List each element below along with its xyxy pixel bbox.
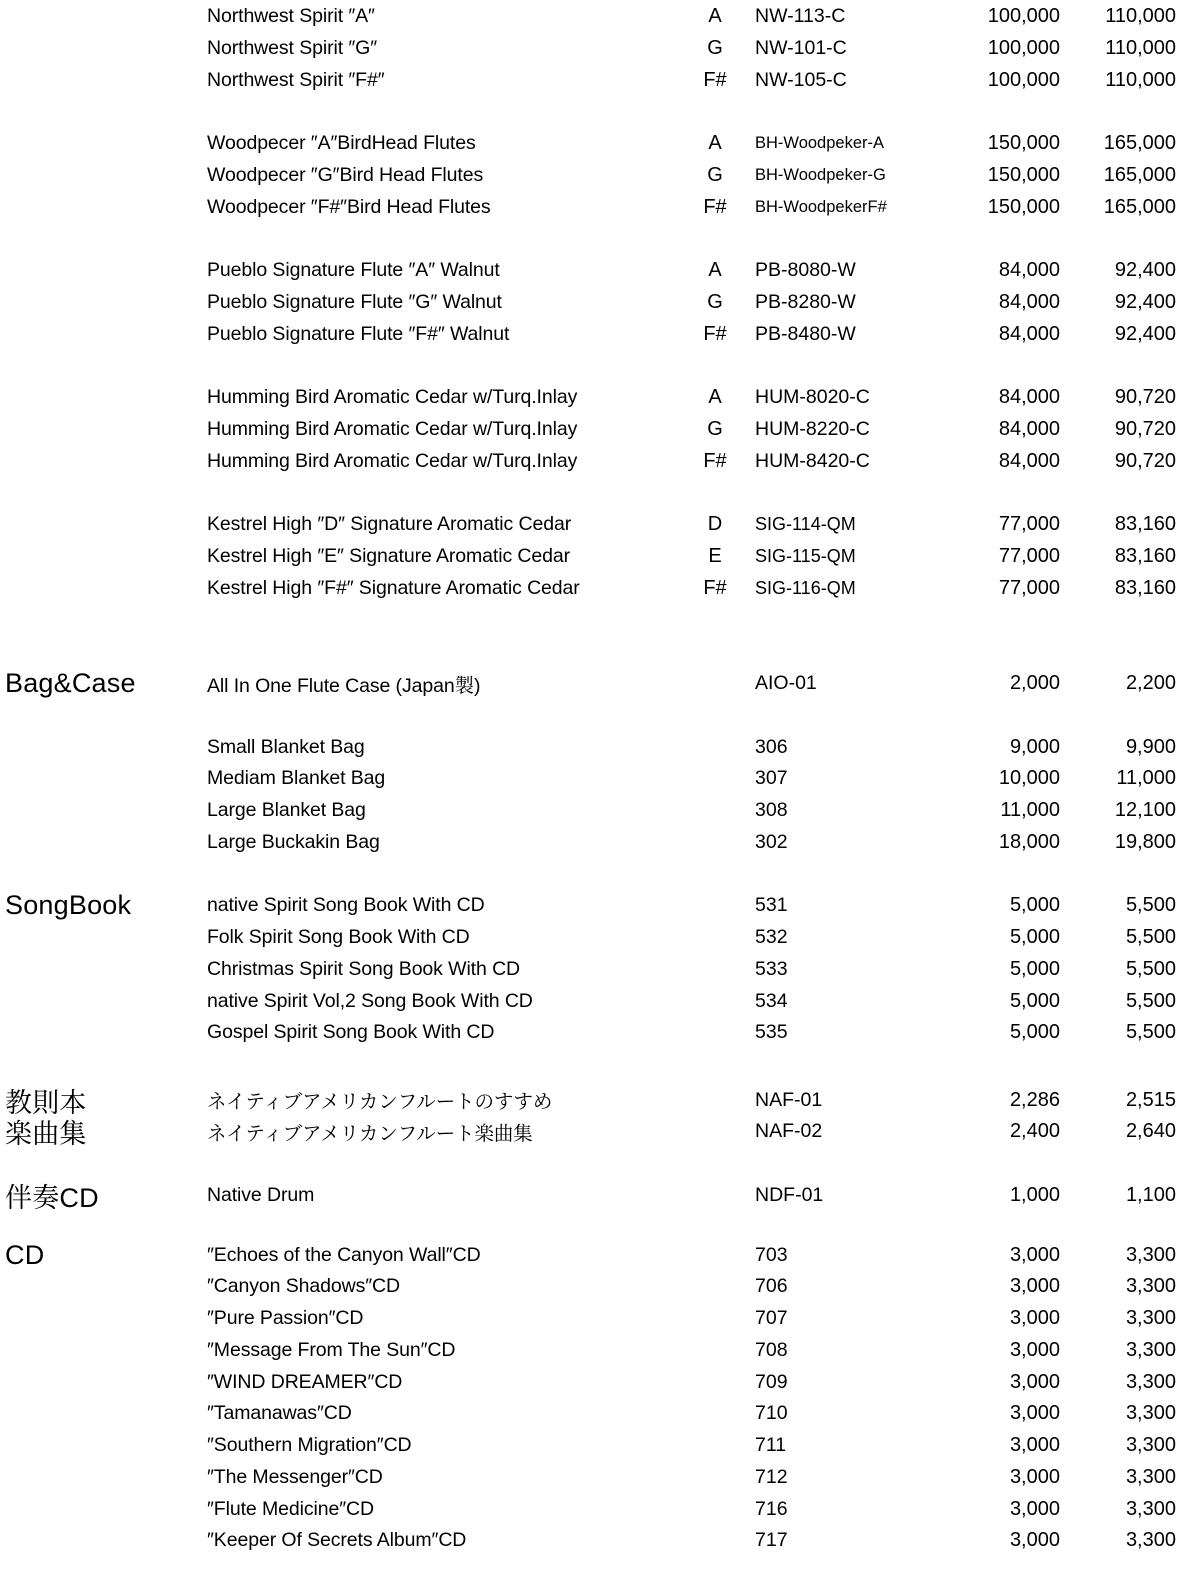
table-row (0, 509, 1200, 541)
price-inc-tax-cell: 19,800 (1114, 830, 1176, 853)
price-inc-tax-cell: 165,000 (1103, 132, 1176, 155)
price-inc-tax-cell: 165,000 (1103, 195, 1176, 218)
key-cell (690, 890, 740, 922)
price-inc-tax-cell: 83,160 (1114, 576, 1176, 599)
product-name: Northwest Spirit ″A″ (207, 5, 375, 28)
price-ex-tax-cell: 84,000 (998, 418, 1060, 441)
price-inc-tax-cell: 5,500 (1125, 1021, 1176, 1044)
key-cell: A (708, 259, 722, 282)
table-row (0, 1081, 1200, 1118)
table-row (0, 255, 1200, 287)
price-inc-tax-cell: 11,000 (1116, 767, 1176, 790)
table-row (0, 287, 1200, 319)
price-inc-tax-cell: 3,300 (1125, 1434, 1176, 1457)
price-inc-tax-cell: 3,300 (1125, 1465, 1176, 1488)
price-inc-tax-cell: 110,000 (1105, 68, 1176, 91)
model-cell: BH-WoodpekerF# (755, 197, 887, 216)
key-cell: D (707, 513, 723, 536)
model-cell: 306 (755, 735, 788, 758)
product-name: ″Keeper Of Secrets Album″CD (207, 1529, 467, 1552)
category-label (0, 985, 207, 1017)
product-name: Northwest Spirit ″F#″ (207, 68, 385, 91)
table-row (0, 1239, 1200, 1271)
category-label (0, 763, 207, 795)
key-cell (690, 1303, 740, 1335)
category-label (0, 954, 207, 986)
model-cell: BH-Woodpeker-G (755, 166, 886, 185)
price-inc-tax-cell: 90,720 (1114, 449, 1176, 472)
price-ex-tax-cell: 77,000 (998, 513, 1060, 536)
key-cell: F# (703, 322, 727, 345)
price-inc-tax-cell: 3,300 (1125, 1402, 1176, 1425)
category-label (0, 382, 207, 414)
table-row (0, 382, 1200, 414)
table-row (0, 668, 1200, 700)
key-cell (690, 731, 740, 763)
price-ex-tax-cell: 84,000 (998, 386, 1060, 409)
product-name: Kestrel High ″F#″ Signature Aromatic Cedar (207, 576, 580, 599)
key-cell: G (707, 418, 723, 441)
model-cell: SIG-116-QM (755, 577, 856, 598)
key-cell (690, 954, 740, 986)
product-name: Humming Bird Aromatic Cedar w/Turq.Inlay (207, 449, 578, 472)
category-label (0, 1462, 207, 1494)
price-ex-tax-cell: 2,000 (1009, 672, 1060, 695)
table-row (0, 573, 1200, 605)
category-label (0, 287, 207, 319)
product-name: ネイティブアメリカンフルートのすすめ (207, 1091, 553, 1113)
category-label (0, 65, 207, 97)
price-inc-tax-cell: 2,515 (1125, 1088, 1176, 1111)
price-ex-tax-cell: 77,000 (998, 576, 1060, 599)
model-cell: HUM-8420-C (755, 449, 870, 472)
key-cell (690, 922, 740, 954)
category-label: 楽曲集 (5, 1119, 87, 1150)
price-ex-tax-cell: 11,000 (1000, 799, 1060, 822)
price-inc-tax-cell: 92,400 (1114, 259, 1176, 282)
table-row (0, 414, 1200, 446)
category-label (0, 1430, 207, 1462)
product-name: native Spirit Vol,2 Song Book With CD (207, 989, 533, 1012)
product-name: ″Echoes of the Canyon Wall″CD (207, 1243, 481, 1266)
key-cell: F# (703, 576, 727, 599)
product-name: Woodpecer ″A″BirdHead Flutes (207, 132, 476, 155)
product-name: Large Blanket Bag (207, 799, 366, 822)
spacer-row (0, 1049, 1200, 1081)
key-cell (690, 1335, 740, 1367)
model-cell: 532 (755, 926, 788, 949)
model-cell: NW-101-C (755, 37, 847, 60)
category-label (0, 255, 207, 287)
category-label: Bag&Case (5, 668, 136, 699)
category-label (0, 1398, 207, 1430)
table-row (0, 319, 1200, 351)
product-name: ″Flute Medicine″CD (207, 1497, 374, 1520)
model-cell: 533 (755, 957, 788, 980)
category-label (0, 1366, 207, 1398)
model-cell: 717 (755, 1529, 788, 1552)
category-label (0, 128, 207, 160)
price-ex-tax-cell: 150,000 (987, 132, 1060, 155)
price-ex-tax-cell: 150,000 (987, 164, 1060, 187)
category-label: 伴奏CD (5, 1182, 99, 1213)
model-cell: PB-8080-W (755, 259, 856, 282)
price-ex-tax-cell: 84,000 (998, 259, 1060, 282)
model-cell: 531 (755, 894, 788, 917)
key-cell: E (708, 545, 722, 568)
price-inc-tax-cell: 3,300 (1125, 1497, 1176, 1520)
price-inc-tax-cell: 3,300 (1125, 1307, 1176, 1330)
model-cell: 307 (755, 767, 788, 790)
price-inc-tax-cell: 90,720 (1114, 418, 1176, 441)
product-name: ″Canyon Shadows″CD (207, 1275, 401, 1298)
price-inc-tax-cell: 2,200 (1125, 672, 1176, 695)
category-label (0, 1303, 207, 1335)
price-inc-tax-cell: 83,160 (1114, 545, 1176, 568)
product-name: Small Blanket Bag (207, 735, 365, 758)
product-name: Gospel Spirit Song Book With CD (207, 1021, 495, 1044)
key-cell: F# (703, 195, 727, 218)
model-cell: PB-8480-W (755, 322, 856, 345)
spacer-row (0, 636, 1200, 668)
category-label (0, 446, 207, 478)
product-name: Pueblo Signature Flute ″A″ Walnut (207, 259, 500, 282)
price-ex-tax-cell: 3,000 (1009, 1370, 1060, 1393)
price-ex-tax-cell: 2,400 (1009, 1120, 1060, 1143)
model-cell: SIG-115-QM (755, 546, 856, 567)
table-row (0, 1176, 1200, 1213)
model-cell: 716 (755, 1497, 788, 1520)
key-cell (690, 1430, 740, 1462)
key-cell: G (707, 164, 723, 187)
model-cell: 707 (755, 1307, 788, 1330)
category-label (0, 1, 207, 33)
spacer-row (0, 350, 1200, 382)
table-row (0, 731, 1200, 763)
product-name: All In One Flute Case (Japan製) (207, 674, 481, 697)
key-cell (690, 763, 740, 795)
product-name: ″Southern Migration″CD (207, 1434, 412, 1457)
model-cell: BH-Woodpeker-A (755, 134, 884, 153)
price-inc-tax-cell: 9,900 (1125, 735, 1176, 758)
model-cell: 302 (755, 830, 788, 853)
price-ex-tax-cell: 100,000 (987, 68, 1060, 91)
category-label (0, 731, 207, 763)
product-name: Kestrel High ″E″ Signature Aromatic Cedar (207, 545, 571, 568)
product-name: ネイティブアメリカンフルート楽曲集 (207, 1122, 533, 1145)
price-ex-tax-cell: 3,000 (1009, 1434, 1060, 1457)
key-cell: A (708, 386, 722, 409)
category-label (0, 33, 207, 65)
category-label: 教則本 (5, 1087, 87, 1118)
price-ex-tax-cell: 84,000 (998, 322, 1060, 345)
model-cell: NAF-01 (755, 1088, 823, 1111)
spacer-row (0, 477, 1200, 509)
product-name: ″The Messenger″CD (207, 1465, 383, 1488)
key-cell (690, 1493, 740, 1525)
price-ex-tax-cell: 84,000 (998, 291, 1060, 314)
price-ex-tax-cell: 3,000 (1009, 1243, 1060, 1266)
key-cell (690, 1271, 740, 1303)
category-label (0, 827, 207, 859)
table-row (0, 65, 1200, 97)
table-row (0, 160, 1200, 192)
product-name: Woodpecer ″G″Bird Head Flutes (207, 164, 484, 187)
key-cell (690, 1366, 740, 1398)
table-row (0, 954, 1200, 986)
spacer-row (0, 223, 1200, 255)
model-cell: 708 (755, 1338, 788, 1361)
price-ex-tax-cell: 3,000 (1009, 1338, 1060, 1361)
product-name: Native Drum (207, 1183, 315, 1206)
key-cell (690, 985, 740, 1017)
key-cell (690, 795, 740, 827)
table-row (0, 827, 1200, 859)
key-cell: G (707, 291, 723, 314)
key-cell: A (708, 5, 722, 28)
price-inc-tax-cell: 3,300 (1125, 1275, 1176, 1298)
product-name: Northwest Spirit ″G″ (207, 37, 378, 60)
table-row (0, 985, 1200, 1017)
product-name: ″Pure Passion″CD (207, 1307, 364, 1330)
price-inc-tax-cell: 83,160 (1114, 513, 1176, 536)
model-cell: 706 (755, 1275, 788, 1298)
price-ex-tax-cell: 150,000 (987, 195, 1060, 218)
category-label (0, 573, 207, 605)
model-cell: 709 (755, 1370, 788, 1393)
category-label (0, 414, 207, 446)
price-ex-tax-cell: 100,000 (987, 5, 1060, 28)
model-cell: 534 (755, 989, 788, 1012)
model-cell: SIG-114-QM (755, 514, 856, 535)
price-ex-tax-cell: 3,000 (1009, 1529, 1060, 1552)
key-cell (690, 1398, 740, 1430)
key-cell (690, 1176, 740, 1215)
product-name: Folk Spirit Song Book With CD (207, 926, 470, 949)
price-inc-tax-cell: 5,500 (1125, 989, 1176, 1012)
table-row (0, 192, 1200, 224)
price-ex-tax-cell: 3,000 (1009, 1275, 1060, 1298)
spacer-row (0, 96, 1200, 128)
price-inc-tax-cell: 90,720 (1114, 386, 1176, 409)
model-cell: PB-8280-W (755, 291, 856, 314)
category-label (0, 319, 207, 351)
price-ex-tax-cell: 3,000 (1009, 1465, 1060, 1488)
spacer-row (0, 858, 1200, 890)
price-inc-tax-cell: 110,000 (1105, 37, 1176, 60)
product-name: Mediam Blanket Bag (207, 767, 386, 790)
product-name: Humming Bird Aromatic Cedar w/Turq.Inlay (207, 386, 578, 409)
table-row (0, 795, 1200, 827)
price-ex-tax-cell: 77,000 (998, 545, 1060, 568)
spacer-row (0, 604, 1200, 636)
key-cell (690, 1112, 740, 1151)
product-name: Humming Bird Aromatic Cedar w/Turq.Inlay (207, 418, 578, 441)
key-cell (690, 1525, 740, 1557)
category-label (0, 160, 207, 192)
table-row (0, 1303, 1200, 1335)
category-label (0, 509, 207, 541)
table-row (0, 922, 1200, 954)
key-cell: A (708, 132, 722, 155)
price-ex-tax-cell: 84,000 (998, 449, 1060, 472)
price-ex-tax-cell: 3,000 (1009, 1307, 1060, 1330)
price-ex-tax-cell: 100,000 (987, 37, 1060, 60)
model-cell: 712 (755, 1465, 788, 1488)
product-name: ″Tamanawas″CD (207, 1402, 352, 1425)
price-ex-tax-cell: 5,000 (1009, 894, 1060, 917)
category-label (0, 541, 207, 573)
product-name: native Spirit Song Book With CD (207, 894, 485, 917)
category-label (0, 1271, 207, 1303)
price-ex-tax-cell: 5,000 (1009, 1021, 1060, 1044)
category-label (0, 1493, 207, 1525)
price-ex-tax-cell: 5,000 (1009, 989, 1060, 1012)
product-name: Kestrel High ″D″ Signature Aromatic Cedar (207, 513, 572, 536)
model-cell: 710 (755, 1402, 788, 1425)
key-cell (690, 827, 740, 859)
category-label: SongBook (5, 890, 132, 921)
key-cell (690, 1462, 740, 1494)
product-name: Pueblo Signature Flute ″F#″ Walnut (207, 322, 510, 345)
model-cell: HUM-8220-C (755, 418, 870, 441)
key-cell (690, 668, 740, 700)
price-ex-tax-cell: 5,000 (1009, 957, 1060, 980)
model-cell: NAF-02 (755, 1120, 823, 1143)
price-ex-tax-cell: 18,000 (998, 830, 1060, 853)
price-inc-tax-cell: 92,400 (1114, 322, 1176, 345)
model-cell: 535 (755, 1021, 788, 1044)
category-label (0, 795, 207, 827)
table-row (0, 1112, 1200, 1150)
table-row (0, 1271, 1200, 1303)
table-row (0, 541, 1200, 573)
model-cell: HUM-8020-C (755, 386, 870, 409)
price-ex-tax-cell: 1,000 (1009, 1183, 1060, 1206)
price-inc-tax-cell: 92,400 (1114, 291, 1176, 314)
product-name: Pueblo Signature Flute ″G″ Walnut (207, 291, 502, 314)
model-cell: 711 (755, 1434, 787, 1457)
table-row (0, 1398, 1200, 1430)
table-row (0, 1, 1200, 33)
table-row (0, 763, 1200, 795)
price-ex-tax-cell: 10,000 (998, 767, 1060, 790)
category-label (0, 922, 207, 954)
category-label (0, 1017, 207, 1049)
category-label: CD (5, 1239, 45, 1270)
key-cell: F# (703, 68, 727, 91)
category-label (0, 1525, 207, 1557)
table-row (0, 1525, 1200, 1557)
price-inc-tax-cell: 3,300 (1125, 1243, 1176, 1266)
table-row (0, 1493, 1200, 1525)
category-label (0, 192, 207, 224)
model-cell: NW-113-C (755, 5, 846, 28)
table-row (0, 1430, 1200, 1462)
key-cell (690, 1017, 740, 1049)
price-ex-tax-cell: 3,000 (1009, 1497, 1060, 1520)
price-inc-tax-cell: 165,000 (1103, 164, 1176, 187)
product-name: Christmas Spirit Song Book With CD (207, 957, 521, 980)
table-row (0, 33, 1200, 65)
price-ex-tax-cell: 5,000 (1009, 926, 1060, 949)
price-inc-tax-cell: 5,500 (1125, 957, 1176, 980)
table-row (0, 1462, 1200, 1494)
table-row (0, 128, 1200, 160)
spacer-row (0, 700, 1200, 732)
price-inc-tax-cell: 3,300 (1125, 1529, 1176, 1552)
key-cell (690, 1239, 740, 1271)
price-ex-tax-cell: 2,286 (1009, 1088, 1060, 1111)
model-cell: 703 (755, 1243, 788, 1266)
price-inc-tax-cell: 1,100 (1125, 1183, 1176, 1206)
table-row (0, 1017, 1200, 1049)
table-row (0, 446, 1200, 478)
product-name: Woodpecer ″F#″Bird Head Flutes (207, 195, 491, 218)
key-cell: F# (703, 449, 727, 472)
table-row (0, 890, 1200, 922)
price-inc-tax-cell: 3,300 (1125, 1338, 1176, 1361)
model-cell: NW-105-C (755, 68, 847, 91)
model-cell: 308 (755, 799, 788, 822)
price-inc-tax-cell: 110,000 (1105, 5, 1176, 28)
table-row (0, 1335, 1200, 1367)
category-label (0, 1335, 207, 1367)
price-inc-tax-cell: 5,500 (1125, 894, 1176, 917)
model-cell: AIO-01 (755, 672, 817, 695)
price-inc-tax-cell: 2,640 (1125, 1120, 1176, 1143)
product-name: ″WIND DREAMER″CD (207, 1370, 403, 1393)
price-ex-tax-cell: 9,000 (1009, 735, 1060, 758)
price-inc-tax-cell: 12,100 (1114, 799, 1176, 822)
model-cell: NDF-01 (755, 1183, 824, 1206)
product-name: Large Buckakin Bag (207, 830, 380, 853)
price-inc-tax-cell: 5,500 (1125, 926, 1176, 949)
price-inc-tax-cell: 3,300 (1125, 1370, 1176, 1393)
product-name: ″Message From The Sun″CD (207, 1338, 456, 1361)
key-cell: G (707, 37, 723, 60)
price-ex-tax-cell: 3,000 (1009, 1402, 1060, 1425)
table-row (0, 1366, 1200, 1398)
